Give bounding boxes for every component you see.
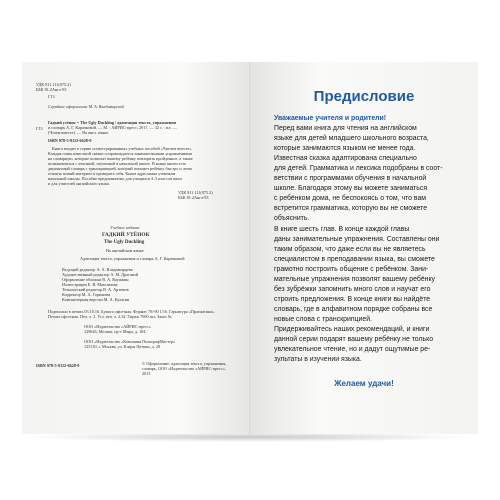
publisher-1: ООО «Издательство «АЙРИС-пресс» (84, 324, 151, 329)
preface-line: ветствии с программами обучения в начальной (274, 175, 427, 183)
language-note: На английском языке (106, 248, 144, 253)
main-entry-1: Гадкий утёнок = The Ugly Duckling / адаптация текста, упражнения (48, 120, 176, 125)
credit-7: Компьютерная верстка М. А. Кулагин (62, 297, 130, 302)
annotation-5: двуязычный словарь с транскрипцией, который поможет ребёнку быстро и легко (48, 166, 193, 171)
preface-line: Перед вами книга для чтения на английском (274, 125, 417, 133)
annotation-7: начальной школы. Пособие предназначено для учащихся 4–5 классов школ (48, 176, 183, 181)
credit-3: Оформление обложки В. А. Ваушкин (62, 277, 129, 282)
main-entry-2: и словарь А. Г. Карачковой. — М. : АЙРИС-пресс, 2017. — 32 с. : ил. — (48, 125, 177, 130)
edition-type: Учебное издание (110, 225, 140, 230)
preface-line: таким образом, что даже если вы не являетесь (274, 245, 426, 253)
publisher-2: 129626, Москва, пр-т Мира, д. 104. (84, 329, 147, 334)
annotation-3: на словарную, которые позволят вашему ребёнку повторить пройденное, а также (48, 156, 193, 161)
annotation-1: Книга входит в серию иллюстрированных учебных пособий «Читаем вместе». (52, 146, 193, 151)
credit-4: Иллюстрации Е. В. Максимова (62, 282, 118, 287)
print-info-2: Печать офсетная. Печ. л. 2. Усл. печ. л. 2,32. Тираж 7000 экз. Заказ № (48, 314, 172, 319)
credit-6: Корректор М. А. Горюнова (62, 292, 111, 297)
preface-line: Придерживайтесь наших рекомендаций, и книги (274, 325, 430, 333)
book-title: ГАДКИЙ УТЁНОК (102, 232, 150, 238)
preface-line: объяснить. (274, 215, 310, 223)
left-page (22, 62, 250, 434)
preface-line: без зубрёжки запомнить много слов и научат его (274, 285, 431, 293)
credit-5: Технический редактор В. А. Артемов (62, 287, 129, 292)
preface-line: Известная сказка адаптирована специально (274, 155, 417, 163)
annotation-4: познакомиться с лексикой, изученной в начальной школе. В конце книги есть (48, 161, 187, 166)
preface-text (274, 114, 454, 365)
preface-title: Предисловие (313, 88, 415, 105)
preface-line: данной серии подарят вашему ребёнку не только (274, 336, 434, 344)
bbk-bottom: ББК 81.2Англ-93 (178, 195, 209, 200)
main-entry-3: (Чтаем вместе). — На англ. языке. (48, 130, 110, 135)
copyright-3: 2013 (142, 371, 151, 376)
bbk-code: ББК 81.2Англ-93 (36, 87, 67, 92)
preface-line: строить предложения. В конце книги вы найдёте (274, 295, 431, 303)
serial-design: Серийное оформление М. А. Владимирской (48, 104, 125, 109)
preface-line: для детей. Грамматика и лексика подобраны в соот- (274, 165, 443, 173)
preface-greeting: Уважаемые учителя и родители! (274, 115, 387, 122)
annotation-6: освоить новый материал и проверить себя. Книга адресована ученикам (48, 171, 176, 176)
isbn-top: ISBN 978-5-8112-6628-9 (48, 138, 92, 143)
udk-bottom: УДК 811.111(075.2) (178, 190, 213, 195)
preface-line: с ребёнком дома, не беспокоясь о том, что вам (274, 195, 427, 203)
isbn-bottom: ISBN 978-5-8112-6628-9 (36, 363, 80, 368)
preface-line: языке для детей младшего школьного возраста, (274, 135, 429, 143)
preface-line: зультаты в изучении языка. (274, 356, 362, 364)
udk-code: УДК 811.111(075.2) (36, 82, 71, 87)
preface-line: В книге шесть глав. В конце каждой главы (274, 225, 410, 233)
publisher-4: ООО «Издательство «Компания ПолиграфМастер» (84, 339, 176, 344)
closing-wish: Желаем удачи! (334, 379, 394, 388)
author-code: Г13 (48, 94, 55, 99)
credit-1: Ведущий редактор А. А. Владимирцева (62, 267, 133, 272)
preface-line: словарь, где в алфавитном порядке собраны все (274, 305, 433, 313)
publisher-5: 125130, г. Москва, ул. Клары Цеткин, д. 28 (84, 344, 161, 349)
preface-line: встретится грамматика, которую вы не сможете (274, 205, 428, 213)
preface-line: увлекательное чтение, но и дадут ощутимые ре- (274, 346, 431, 354)
copyright-2: словарь, ООО «Издательство «АЙРИС-пресс», (142, 366, 226, 371)
preface-line: новые слова с транскрипцией. (274, 315, 372, 323)
preface-line: мательные упражнения позволят вашему ребёнку (274, 275, 435, 283)
book-title-en: The Ugly Duckling (104, 240, 145, 245)
preface-line: которые занимаются языком не менее года. (274, 145, 416, 153)
preface-line: грамотно построить общение с ребёнком. Зани- (274, 265, 429, 273)
credit-2: Художественный редактор А. М. Драгавой (62, 272, 138, 277)
preface-line: специалистом в преподавании языка, вы сможете (274, 255, 435, 263)
margin-code: Г13 (36, 126, 43, 131)
annotation-8: и для учителей английского языка. (48, 181, 110, 186)
adaptation-credit: Адаптация текста, упражнения и словарь А. Г. Карачковой (80, 256, 185, 261)
annotation-2: Каждая глава известной сказки сопровождается занимательными упражнениями (48, 151, 192, 156)
preface-line: школе. Благодаря этому вы можете заниматься (274, 185, 428, 193)
print-info-1: Подписано в печать 03.10.16. Бумага офсетная. Формат 70×90 1/16. Гарнитура «Прагматика». (48, 309, 215, 314)
open-book (22, 62, 478, 434)
preface-line: даны занимательные упражнения. Составлены они (274, 235, 440, 243)
copyright-1: © Оформление, адаптация текста, упражнения, (142, 361, 227, 366)
